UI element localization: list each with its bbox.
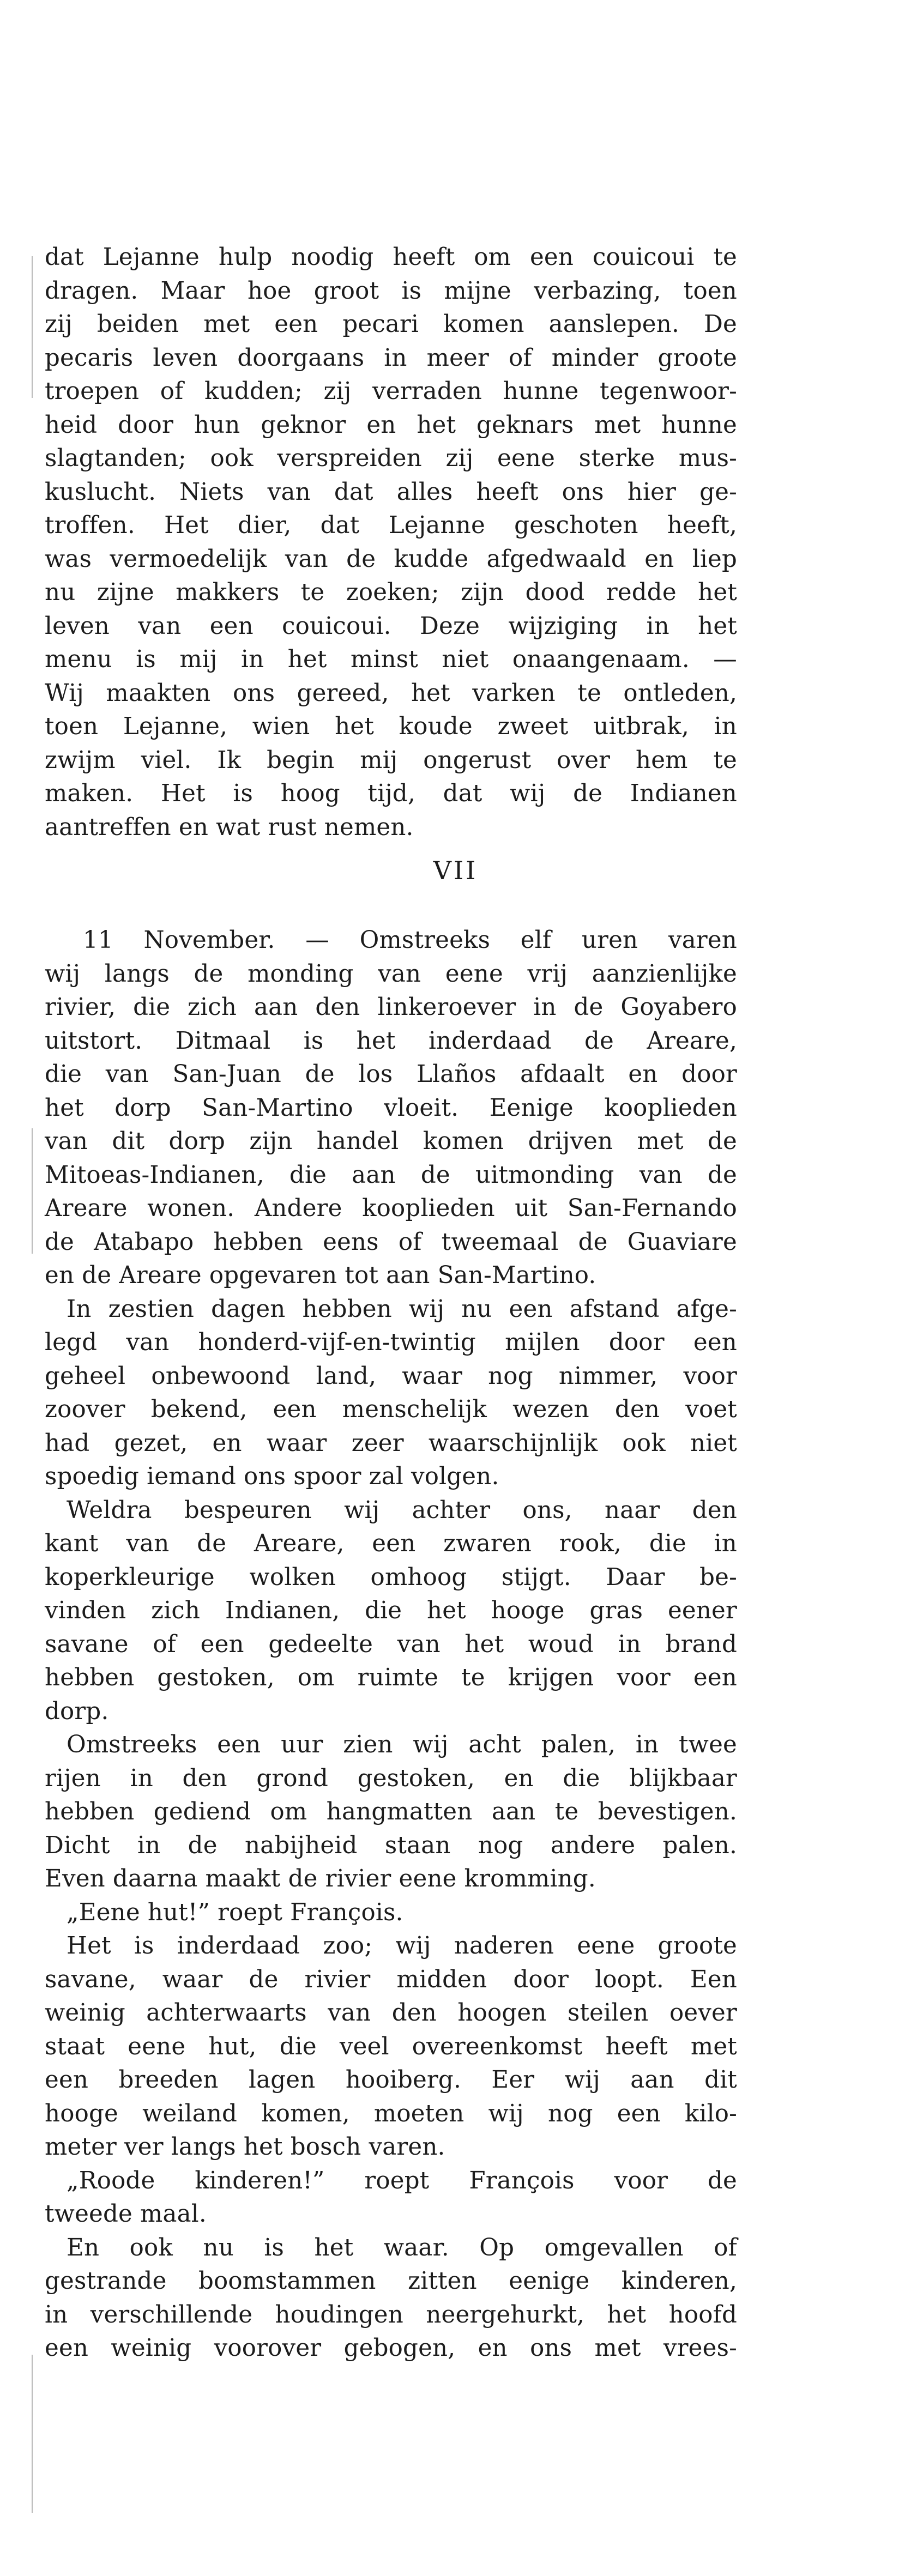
text-line: en de Areare opgevaren tot aan San-Martino. (45, 1262, 596, 1289)
text-line: die van San-Juan de los Llaños afdaalt en door (45, 1061, 737, 1088)
text-line: slagtanden; ook verspreiden zij eene sterke mus- (45, 445, 737, 472)
text-line: uitstort. Ditmaal is het inderdaad de Areare, (45, 1027, 737, 1055)
text-line: heid door hun geknor en het geknars met hunne (45, 411, 737, 439)
text-line: wij langs de monding van eene vrij aanzienlijke (45, 960, 737, 988)
text-line: rivier, die zich aan den linkeroever in de Goyabero (45, 994, 737, 1021)
text-line: dragen. Maar hoe groot is mijne verbazing, toen (45, 277, 737, 305)
text-line: Areare wonen. Andere kooplieden uit San-Fernando (45, 1195, 737, 1222)
text-line: kuslucht. Niets van dat alles heeft ons hier ge- (45, 478, 737, 506)
text-line: toen Lejanne, wien het koude zweet uitbrak, in (45, 713, 737, 740)
text-line: hebben gestoken, om ruimte te krijgen voor een (45, 1664, 737, 1691)
text-line: troepen of kudden; zij verraden hunne tegenwoor- (45, 378, 737, 405)
text-line: geheel onbewoond land, waar nog nimmer, voor (45, 1362, 737, 1390)
text-line: een weinig voorover gebogen, en ons met vrees- (45, 2335, 737, 2362)
text-line: „Roode kinderen!” roept François voor de (67, 2167, 737, 2194)
section-heading: VII (433, 856, 478, 885)
text-line: Wij maakten ons gereed, het varken te ontleden, (45, 679, 737, 707)
text-line: het dorp San-Martino vloeit. Eenige kooplieden (45, 1094, 737, 1122)
text-line: Even daarna maakt de rivier eene kromming. (45, 1865, 596, 1892)
text-line: van dit dorp zijn handel komen drijven met de (45, 1128, 737, 1155)
text-line: staat eene hut, die veel overeenkomst heeft met (45, 2033, 737, 2060)
text-line: Dicht in de nabijheid staan nog andere palen. (45, 1831, 737, 1859)
text-line: savane, waar de rivier midden door loopt. Een (45, 1966, 737, 1993)
text-line: had gezet, en waar zeer waarschijnlijk ook niet (45, 1429, 737, 1457)
text-line: „Eene hut!” roept François. (67, 1898, 403, 1926)
margin-rule (32, 256, 33, 398)
text-line: kant van de Areare, een zwaren rook, die in (45, 1530, 737, 1557)
text-line: dat Lejanne hulp noodig heeft om een couicoui te (45, 244, 737, 271)
text-line: maken. Het is hoog tijd, dat wij de Indianen (45, 780, 737, 807)
text-line: de Atabapo hebben eens of tweemaal de Guaviare (45, 1228, 737, 1256)
margin-rule (32, 1128, 33, 1254)
text-line: nu zijne makkers te zoeken; zijn dood redde het (45, 579, 737, 606)
text-line: gestrande boomstammen zitten eenige kinderen, (45, 2267, 737, 2295)
text-line: vinden zich Indianen, die het hooge gras eener (45, 1597, 737, 1624)
text-line: spoedig iemand ons spoor zal volgen. (45, 1463, 499, 1490)
text-line: meter ver langs het bosch varen. (45, 2133, 445, 2161)
text-line: In zestien dagen hebben wij nu een afstand afge- (67, 1295, 737, 1323)
text-line: Het is inderdaad zoo; wij naderen eene groote (67, 1932, 737, 1960)
text-line: Omstreeks een uur zien wij acht palen, in twee (67, 1731, 737, 1758)
text-line: een breeden lagen hooiberg. Eer wij aan dit (45, 2066, 737, 2094)
text-line: hooge weiland komen, moeten wij nog een kilo- (45, 2100, 737, 2127)
text-line: zij beiden met een pecari komen aanslepen. De (45, 311, 737, 338)
text-line: leven van een couicoui. Deze wijziging in het (45, 612, 737, 640)
text-line: in verschillende houdingen neergehurkt, het hoofd (45, 2301, 737, 2329)
text-line: pecaris leven doorgaans in meer of minder groote (45, 344, 737, 372)
text-line: aantreffen en wat rust nemen. (45, 813, 414, 841)
text-line: savane of een gedeelte van het woud in brand (45, 1630, 737, 1658)
text-line: koperkleurige wolken omhoog stijgt. Daar be- (45, 1563, 737, 1591)
margin-rule (32, 2355, 33, 2513)
text-line: zoover bekend, een menschelijk wezen den voet (45, 1396, 737, 1423)
text-line: zwijm viel. Ik begin mij ongerust over hem te (45, 746, 737, 774)
text-line: En ook nu is het waar. Op omgevallen of (67, 2234, 737, 2261)
text-line: Weldra bespeuren wij achter ons, naar den (67, 1496, 737, 1524)
text-line: legd van honderd-vijf-en-twintig mijlen door een (45, 1329, 737, 1356)
text-line: weinig achterwaarts van den hoogen steilen oever (45, 1999, 737, 2027)
chapter-body (45, 924, 737, 2366)
text-line: 11 November. — Omstreeks elf uren varen (83, 927, 737, 954)
text-line: hebben gediend om hangmatten aan te bevestigen. (45, 1798, 737, 1825)
text-line: tweede maal. (45, 2200, 207, 2228)
paragraph-continued (45, 241, 737, 844)
text-line: troffen. Het dier, dat Lejanne geschoten heeft, (45, 512, 737, 539)
text-line: dorp. (45, 1697, 109, 1725)
text-line: Mitoeas-Indianen, die aan de uitmonding van de (45, 1161, 737, 1189)
text-line: rijen in den grond gestoken, en die blijkbaar (45, 1764, 737, 1792)
text-line: was vermoedelijk van de kudde afgedwaald en liep (45, 545, 737, 573)
text-line: menu is mij in het minst niet onaangenaam. — (45, 646, 737, 673)
